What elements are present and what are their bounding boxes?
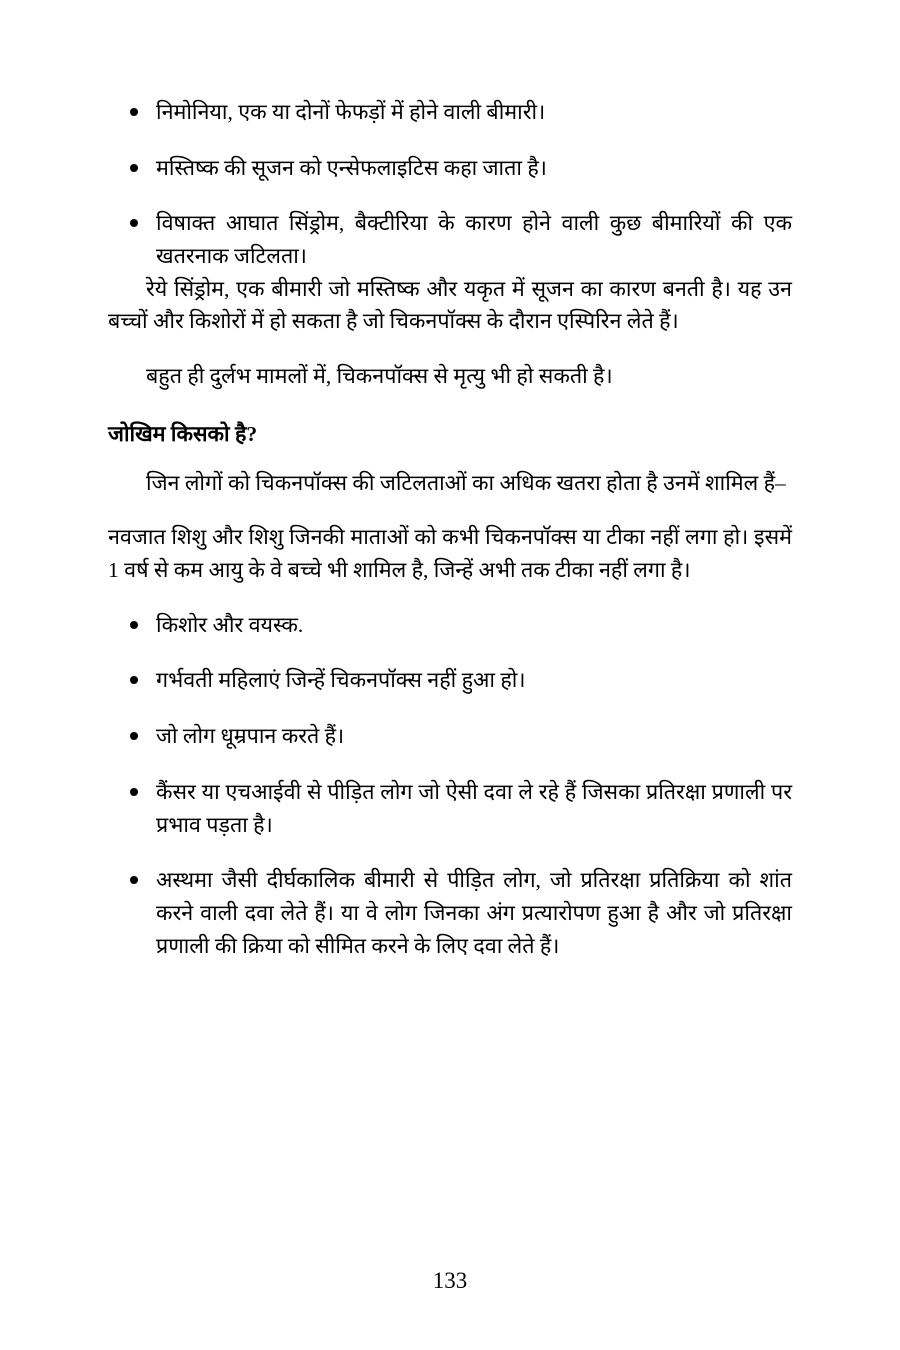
list-item — [108, 664, 792, 697]
list-item — [108, 776, 792, 841]
risk-heading: जोखिम किसको है? — [108, 421, 258, 446]
list-item — [108, 864, 792, 962]
newborn-paragraph: नवजात शिशु और शिशु जिनकी माताओं को कभी चिकनपॉक्स या टीका नहीं लगा हो। इसमें 1 वर्ष से कम आयु के वे बच्चे भी शामिल है, जिन्हें अभी तक टीका नहीं लगा है। — [108, 525, 792, 583]
list-item-text: किशोर और वयस्क. — [156, 612, 304, 637]
reye-syndrome-paragraph: रेये सिंड्रोम, एक बीमारी जो मस्तिष्क और यकृत में सूजन का कारण बनती है। यह उन बच्चों और किशोरों में हो सकता है जो चिकनपॉक्स के दौरान एस्पिरिन लेते हैं। — [108, 276, 792, 334]
complications-bullets — [108, 96, 792, 273]
list-item-text: मस्तिष्क की सूजन को एन्सेफलाइटिस कहा जाता है। — [156, 155, 547, 180]
list-item-text: गर्भवती महिलाएं जिन्हें चिकनपॉक्स नहीं हुआ हो। — [156, 668, 526, 693]
risk-group-bullets — [108, 609, 792, 962]
page-content — [108, 96, 792, 962]
list-item-text: कैंसर या एचआईवी से पीड़ित लोग जो ऐसी दवा ले रहे हैं जिसका प्रतिरक्षा प्रणाली पर प्रभाव पड़ता है। — [156, 779, 792, 837]
list-item-text: अस्थमा जैसी दीर्घकालिक बीमारी से पीड़ित लोग, जो प्रतिरक्षा प्रतिक्रिया को शांत करने वाली दवा लेते हैं। या वे लोग जिनका अंग प्रत्यारोपण हुआ है और जो प्रतिरक्षा प्रणाली की क्रिया को सीमित करने के लिए दवा लेते हैं। — [156, 868, 792, 958]
list-item — [108, 207, 792, 272]
list-item — [108, 96, 792, 129]
list-item-text: विषाक्त आघात सिंड्रोम, बैक्टीरिया के कारण होने वाली कुछ बीमारियों की एक खतरनाक जटिलता। — [156, 211, 792, 269]
page-number: 133 — [432, 1268, 468, 1293]
risk-intro-paragraph: जिन लोगों को चिकनपॉक्स की जटिलताओं का अधिक खतरा होता है उनमें शामिल हैं– — [146, 470, 786, 495]
list-item — [108, 720, 792, 753]
list-item-text: जो लोग धूम्रपान करते हैं। — [156, 724, 345, 749]
list-item — [108, 609, 792, 642]
list-item-text: निमोनिया, एक या दोनों फेफड़ों में होने वाली बीमारी। — [156, 100, 546, 124]
list-item — [108, 152, 792, 185]
rare-death-paragraph: बहुत ही दुर्लभ मामलों में, चिकनपॉक्स से मृत्यु भी हो सकती है। — [146, 364, 613, 389]
